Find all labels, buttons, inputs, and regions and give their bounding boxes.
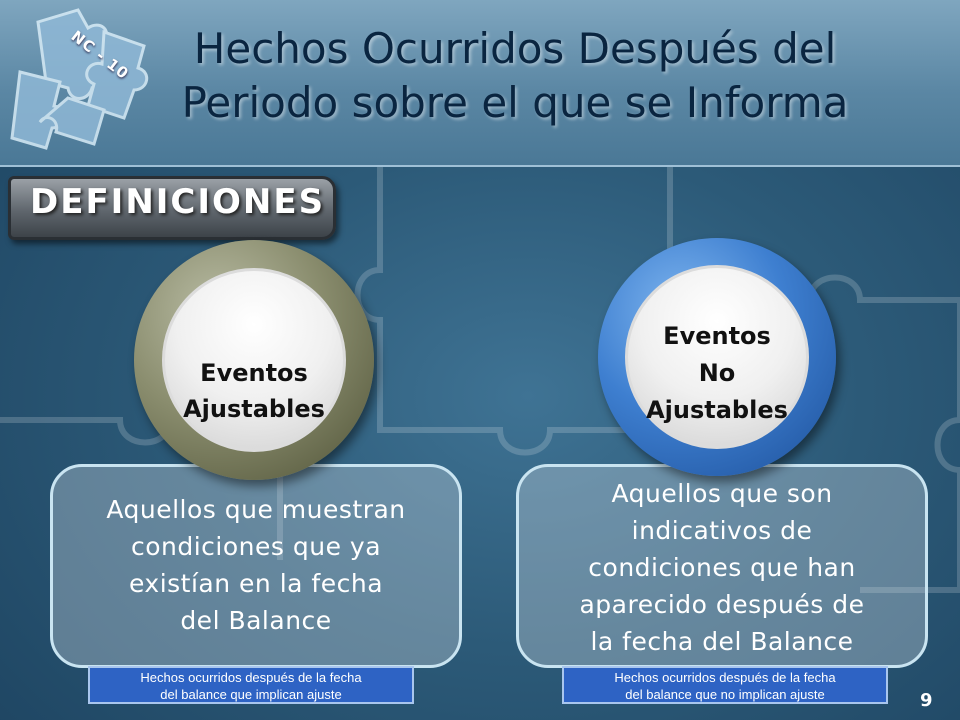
section-label: DEFINICIONES <box>30 182 326 222</box>
circle-line: Eventos <box>663 322 771 350</box>
circle-line: Eventos <box>200 359 308 387</box>
title-line: Periodo sobre el que se Informa <box>181 78 849 127</box>
description-line: aparecido después de <box>579 590 865 619</box>
left-note <box>88 666 414 704</box>
slide-title <box>150 22 880 130</box>
left-circle <box>134 240 374 480</box>
description-line: Aquellos que son <box>611 479 833 508</box>
left-description-box <box>50 464 462 668</box>
description-line: existían en la fecha <box>128 569 384 598</box>
circle-line: Ajustables <box>183 395 325 423</box>
puzzle-logo-icon <box>8 2 168 152</box>
description-line: Aquellos que muestran <box>106 495 406 524</box>
description-line: la fecha del Balance <box>590 627 854 656</box>
right-description <box>519 475 925 660</box>
right-note <box>562 666 888 704</box>
circle-line: Ajustables <box>646 396 788 424</box>
note-line: del balance que no implican ajuste <box>625 687 825 702</box>
description-line: condiciones que ya <box>130 532 382 561</box>
note-line: del balance que implican ajuste <box>160 687 342 702</box>
circle-line: No <box>698 359 736 387</box>
title-line: Hechos Ocurridos Después del <box>193 24 837 73</box>
note-line: Hechos ocurridos después de la fecha <box>140 670 362 685</box>
description-line: indicativos de <box>631 516 813 545</box>
right-description-box <box>516 464 928 668</box>
description-line: del Balance <box>180 606 332 635</box>
left-circle-label <box>165 355 343 427</box>
note-line: Hechos ocurridos después de la fecha <box>614 670 836 685</box>
logo-label: NC - 10 <box>67 26 133 84</box>
page-number: 9 <box>920 690 933 711</box>
right-circle-label <box>628 318 806 429</box>
description-line: condiciones que han <box>588 553 856 582</box>
left-circle-inner <box>162 268 346 452</box>
right-circle <box>598 238 836 476</box>
right-circle-inner <box>625 265 809 449</box>
left-description <box>53 491 459 639</box>
